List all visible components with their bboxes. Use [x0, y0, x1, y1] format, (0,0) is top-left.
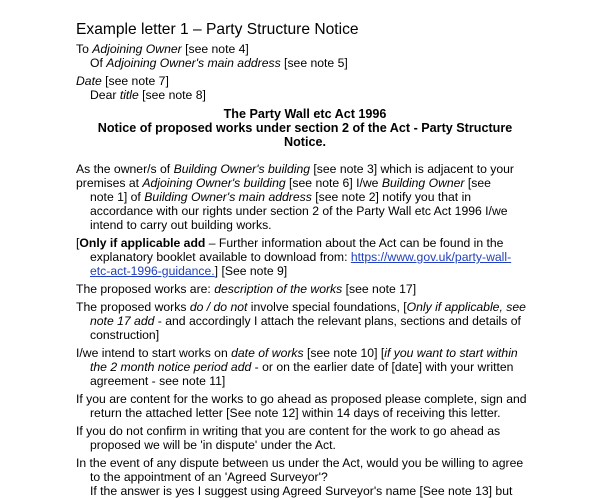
text-run: [see note 10] [: [303, 346, 385, 360]
paragraph-8-line: If the answer is yes I suggest using Agreed Surveyor's name [See note 13] but: [90, 484, 513, 498]
text-run: Only if applicable add: [79, 236, 206, 250]
paragraph-1-line: [90, 190, 471, 204]
act-title: The Party Wall etc Act 1996: [223, 107, 387, 121]
notice-title-line-1: Notice of proposed works under section 2 of the Act - Party Structure: [97, 121, 513, 135]
guidance-link[interactable]: https://www.gov.uk/party-wall-: [350, 250, 512, 264]
paragraph-2-line: [90, 250, 511, 264]
text-run: – Further information about the Act can be found in the: [205, 236, 504, 250]
dear-label: Dear: [90, 88, 120, 102]
text-run: As the owner/s of: [76, 162, 174, 176]
text-run: involve special foundations, [: [247, 300, 407, 314]
dear-note: [see note 8]: [138, 88, 206, 102]
text-run: ] [See note 9]: [214, 264, 288, 278]
page-title: Example letter 1 – Party Structure Notice: [76, 21, 359, 38]
paragraph-3-line: [76, 282, 416, 296]
text-run: do / do not: [189, 300, 248, 314]
paragraph-7-line: proposed we will be 'in dispute' under the Act.: [90, 438, 336, 452]
text-run: - or on the earlier date of [date] with your written: [251, 360, 514, 374]
salutation-line: [90, 88, 206, 102]
date-line: [76, 74, 169, 88]
text-run: [: [76, 236, 80, 250]
text-run: note 1] of: [90, 190, 145, 204]
text-run: note 17 add: [90, 314, 155, 328]
to-line: [76, 42, 249, 56]
paragraph-5-line: [90, 360, 513, 374]
text-run: description of the works: [214, 282, 343, 296]
text-run: the 2 month notice period add: [90, 360, 252, 374]
to-note: [see note 4]: [181, 42, 249, 56]
text-run: date of works: [231, 346, 304, 360]
paragraph-2-line: [76, 236, 503, 250]
text-run: The proposed works: [76, 300, 190, 314]
of-address: Adjoining Owner's main address: [106, 56, 281, 70]
paragraph-6-line: If you are content for the works to go ahead as proposed please complete, sign and: [76, 392, 527, 406]
paragraph-4-line: [90, 314, 521, 328]
text-run: I/we intend to start works on: [76, 346, 232, 360]
text-run: - and accordingly I attach the relevant plans, sections and details of: [154, 314, 521, 328]
paragraph-8-line: to the appointment of an 'Agreed Surveyor'?: [90, 470, 328, 484]
paragraph-2-line: [90, 264, 287, 278]
text-run: Building Owner: [381, 176, 465, 190]
text-run: Building Owner's main address: [144, 190, 312, 204]
paragraph-7-line: If you do not confirm in writing that you are content for the work to go ahead as: [76, 424, 501, 438]
paragraph-5-line: [76, 346, 518, 360]
paragraph-6-line: return the attached letter [See note 12] within 14 days of receiving this letter.: [90, 406, 501, 420]
to-name: Adjoining Owner: [92, 42, 182, 56]
guidance-link[interactable]: etc-act-1996-guidance.: [90, 264, 215, 278]
text-run: Only if applicable, see: [406, 300, 526, 314]
paragraph-1-line: accordance with our rights under section 2 of the Party Wall etc Act 1996 I/we: [90, 204, 508, 218]
text-run: The proposed works are:: [76, 282, 215, 296]
notice-title-line-2: Notice.: [284, 135, 326, 149]
date-note: [see note 7]: [101, 74, 169, 88]
of-note: [see note 5]: [280, 56, 348, 70]
date-label: Date: [76, 74, 102, 88]
text-run: Building Owner's building: [173, 162, 311, 176]
of-line: [90, 56, 348, 70]
text-run: premises at: [76, 176, 143, 190]
text-run: if you want to start within: [384, 346, 518, 360]
paragraph-1-line: [76, 162, 514, 176]
paragraph-8-line: In the event of any dispute between us under the Act, would you be willing to agree: [76, 456, 524, 470]
of-label: Of: [90, 56, 107, 70]
text-run: [see note 6] I/we: [285, 176, 382, 190]
text-run: [see note 3] which is adjacent to your: [310, 162, 514, 176]
paragraph-1-line: intend to carry out building works.: [90, 218, 272, 232]
text-run: explanatory booklet available to download from:: [90, 250, 351, 264]
paragraph-4-line: construction]: [90, 328, 160, 342]
dear-title: title: [119, 88, 139, 102]
text-run: [see: [464, 176, 491, 190]
paragraph-1-line: [76, 176, 491, 190]
to-label: To: [76, 42, 93, 56]
text-run: Adjoining Owner's building: [142, 176, 286, 190]
text-run: [see note 17]: [342, 282, 417, 296]
paragraph-5-line: agreement - see note 11]: [90, 374, 226, 388]
paragraph-4-line: [76, 300, 526, 314]
text-run: [see note 2] notify you that in: [311, 190, 472, 204]
